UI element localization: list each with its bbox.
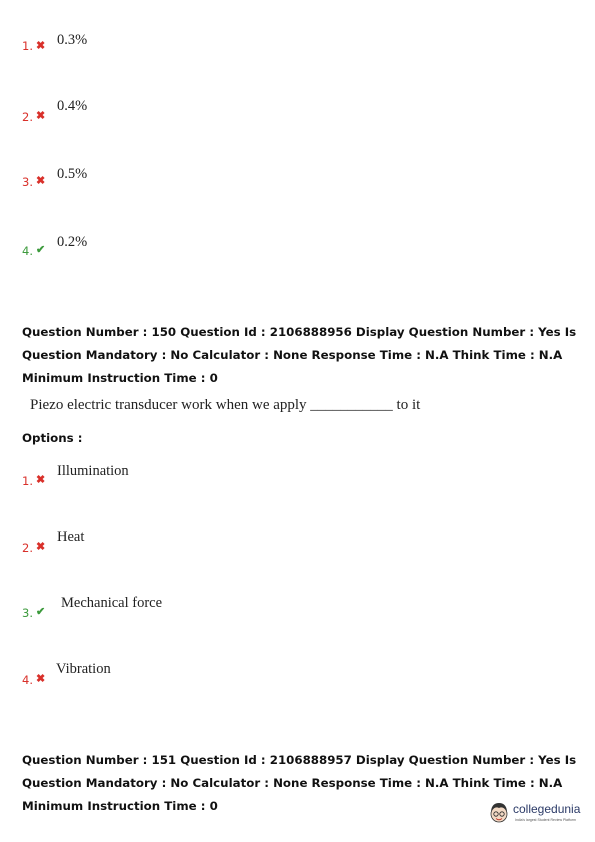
option-text: Heat xyxy=(57,529,85,545)
option-3 xyxy=(22,595,422,635)
question-151-meta: Question Number : 151 Question Id : 2106888957 Display Question Number : Yes Is Question Mandatory : No Calculator : None Response Time : N.A Think Time : N.A Minimum Instruction Time : 0 xyxy=(22,753,577,813)
option-number: 3. xyxy=(22,175,33,189)
cross-icon: ✖ xyxy=(36,40,46,52)
option-number: 2. xyxy=(22,110,33,124)
option-1 xyxy=(22,32,422,72)
option-2 xyxy=(22,98,422,138)
option-text: 0.2% xyxy=(57,234,88,250)
option-3 xyxy=(22,166,422,206)
cross-icon: ✖ xyxy=(36,110,46,122)
option-text: 0.4% xyxy=(57,98,88,114)
cross-icon: ✖ xyxy=(36,175,46,187)
options-label: Options : xyxy=(22,431,83,445)
logo-tagline: India's largest Student Review Platform xyxy=(515,818,576,822)
option-text: Illumination xyxy=(57,463,129,479)
cross-icon: ✖ xyxy=(36,474,46,486)
question-150-text: Piezo electric transducer work when we apply ___________ to it xyxy=(30,397,421,413)
check-icon: ✔ xyxy=(36,606,46,618)
cross-icon: ✖ xyxy=(36,673,46,685)
option-number: 4. xyxy=(22,244,33,258)
logo-brand: collegedunia xyxy=(513,802,581,816)
option-text: 0.3% xyxy=(57,32,88,48)
option-text: Mechanical force xyxy=(61,595,163,611)
option-number: 3. xyxy=(22,606,33,620)
option-text: Vibration xyxy=(56,661,111,677)
cross-icon: ✖ xyxy=(36,541,46,553)
option-text: 0.5% xyxy=(57,166,88,182)
question-150-meta: Question Number : 150 Question Id : 2106888956 Display Question Number : Yes Is Question Mandatory : No Calculator : None Response Time : N.A Think Time : N.A Minimum Instruction Time : 0 xyxy=(22,325,577,385)
option-number: 1. xyxy=(22,474,33,488)
option-1 xyxy=(22,463,422,503)
option-4 xyxy=(22,234,422,274)
option-number: 4. xyxy=(22,673,33,687)
collegedunia-logo xyxy=(488,800,590,830)
check-icon: ✔ xyxy=(36,244,46,256)
option-2 xyxy=(22,529,422,569)
option-4 xyxy=(22,661,422,701)
option-number: 1. xyxy=(22,39,33,53)
mascot-icon xyxy=(488,800,510,824)
option-number: 2. xyxy=(22,541,33,555)
